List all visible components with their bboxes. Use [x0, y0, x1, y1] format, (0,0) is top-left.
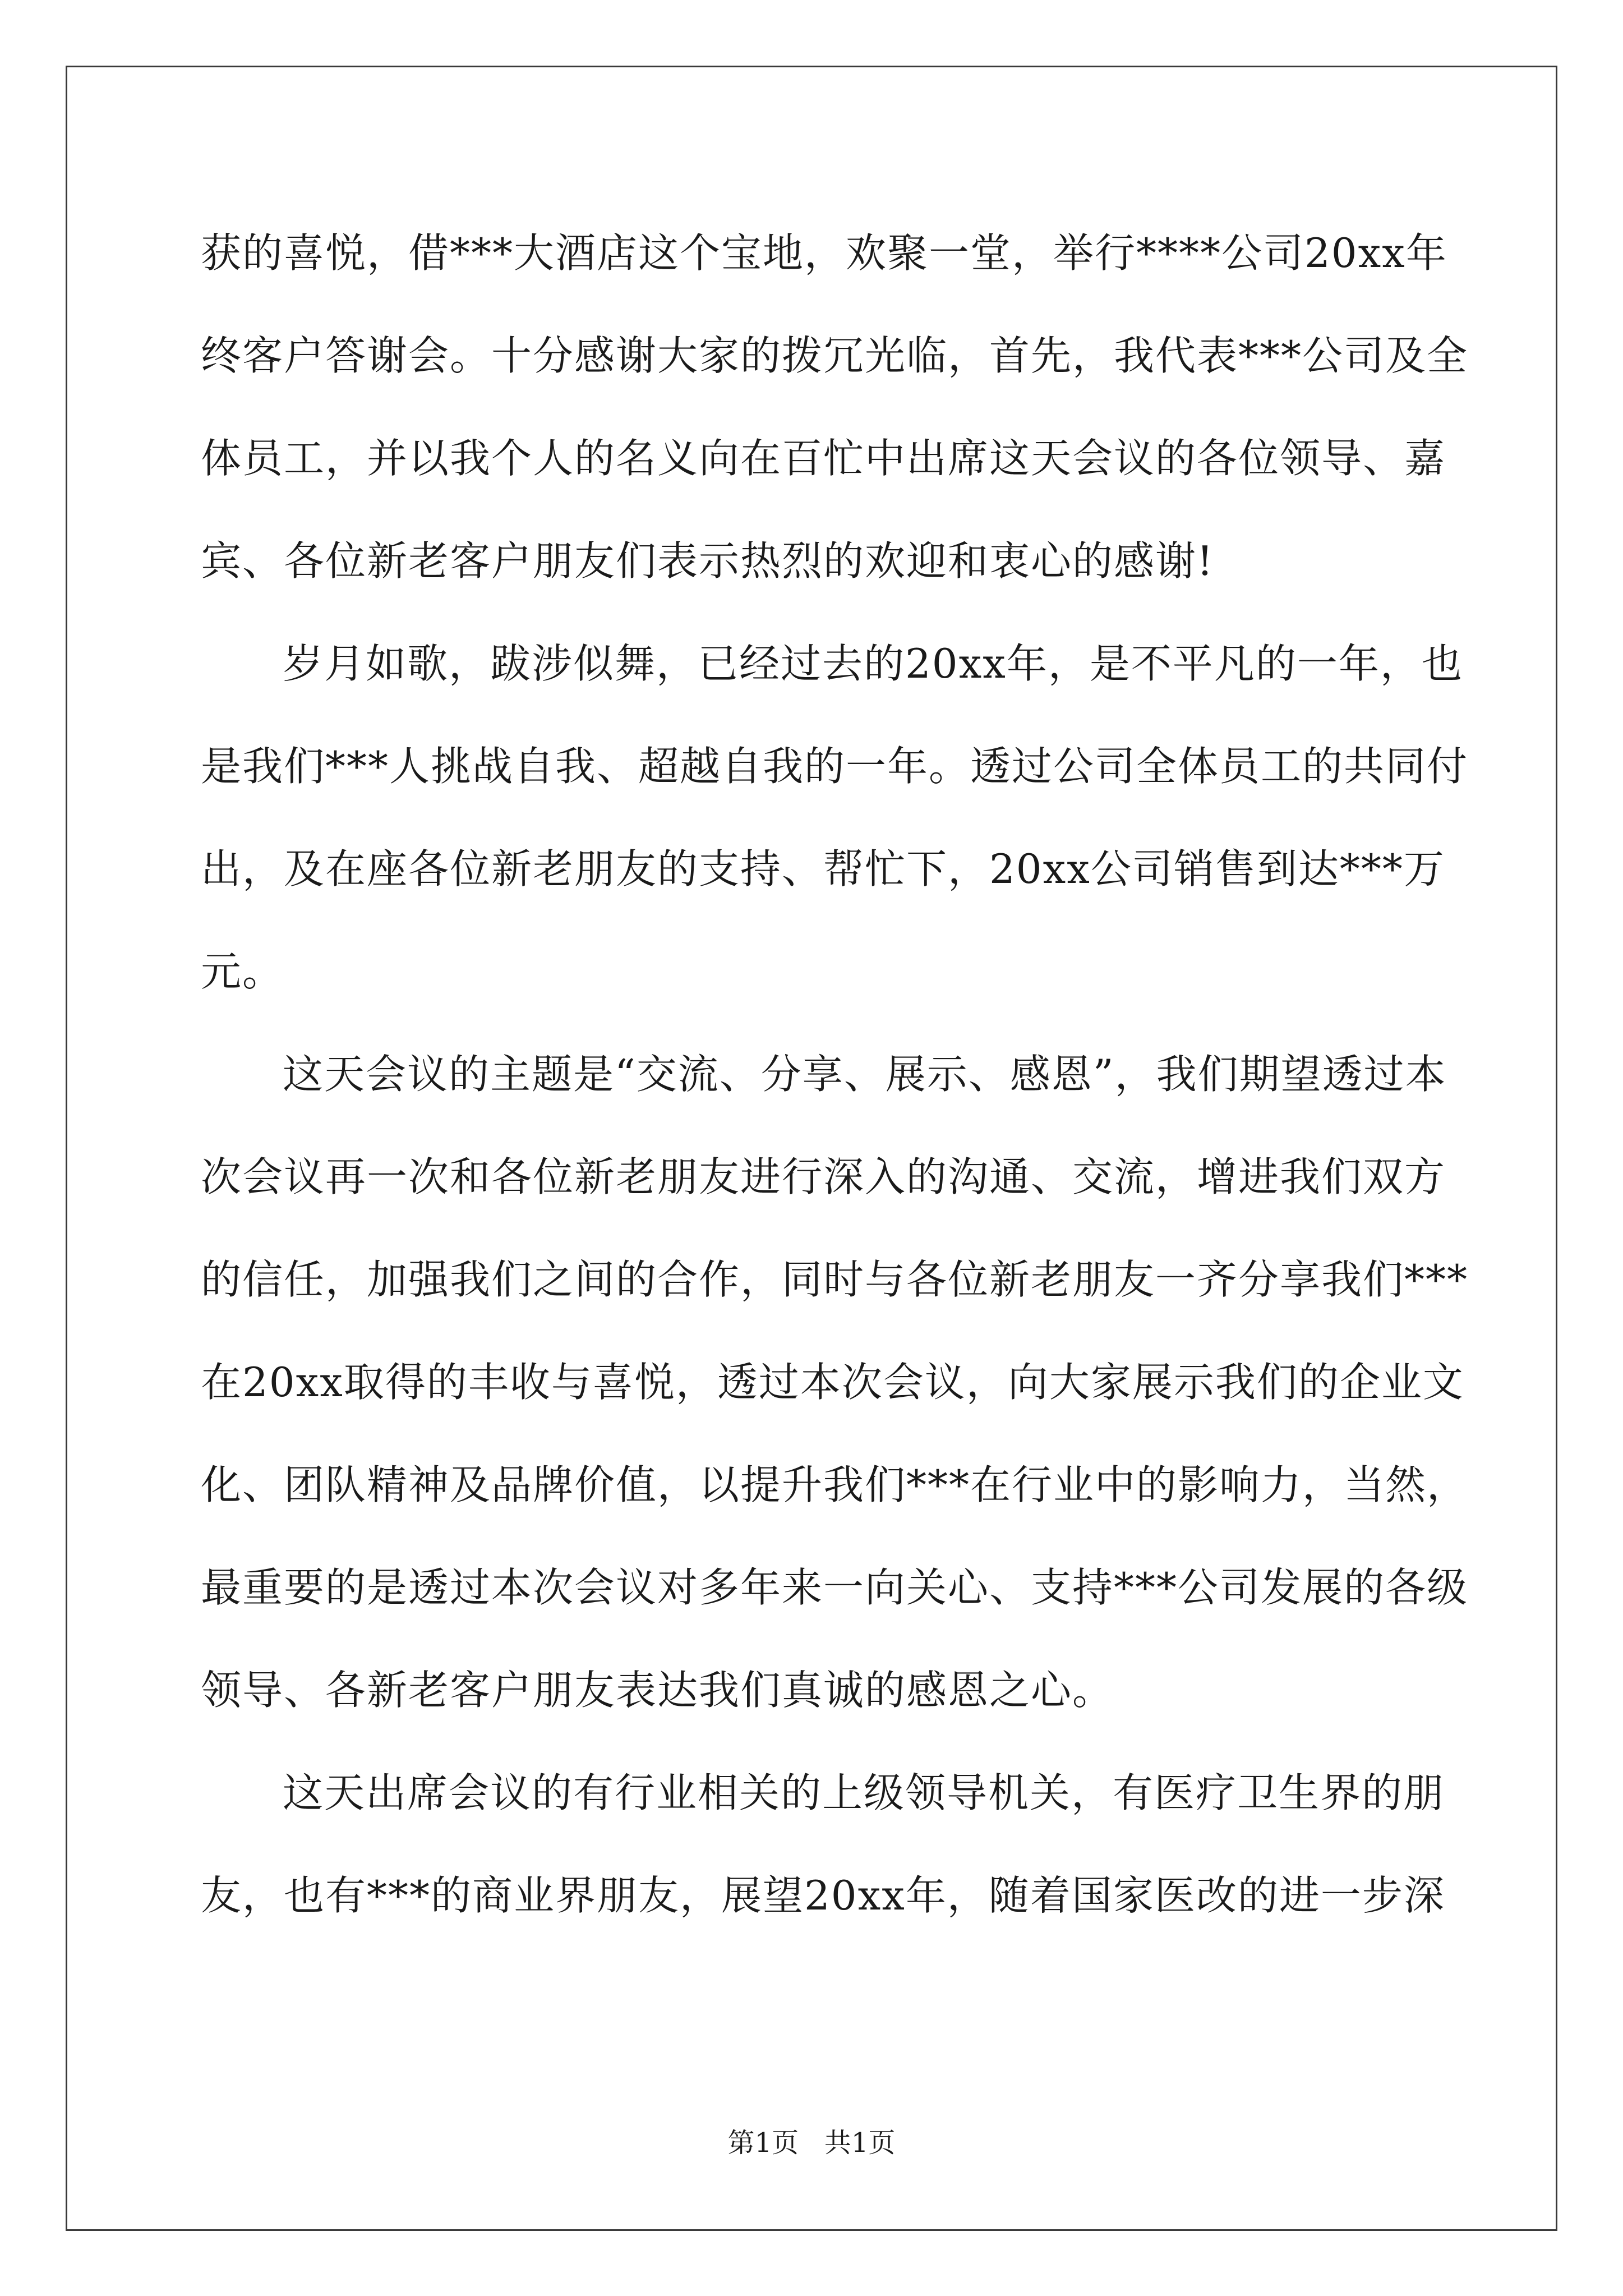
text-line: 这天出席会议的有行业相关的上级领导机关，有医疗卫生界的朋 [283, 1769, 1445, 1816]
text-line: 宾、各位新老客户朋友们表示热烈的欢迎和衷心的感谢! [201, 537, 1214, 585]
text-line: 化、团队精神及品牌价值，以提升我们***在行业中的影响力，当然， [201, 1461, 1469, 1508]
text-line: 最重要的是透过本次会议对多年来一向关心、支持***公司发展的各级 [201, 1564, 1469, 1611]
text-line: 这天会议的主题是“交流、分享、展示、感恩”，我们期望透过本 [283, 1051, 1447, 1098]
text-line: 出，及在座各位新老朋友的支持、帮忙下，20xx公司销售到达***万 [201, 845, 1445, 892]
text-line: 是我们***人挑战自我、超越自我的一年。透过公司全体员工的共同付 [201, 743, 1469, 790]
paragraph-3 [201, 1023, 1469, 1742]
text-line: 岁月如歌，跋涉似舞，已经过去的20xx年，是不平凡的一年，也 [283, 640, 1463, 687]
text-line: 次会议再一次和各位新老朋友进行深入的沟通、交流，增进我们双方 [201, 1153, 1446, 1200]
text-line: 终客户答谢会。十分感谢大家的拨冗光临，首先，我代表***公司及全 [201, 332, 1469, 379]
text-line: 友，也有***的商业界朋友，展望20xx年，随着国家医改的进一步深 [201, 1872, 1445, 1919]
text-line: 获的喜悦，借***大酒店这个宝地，欢聚一堂，举行****公司20xx年 [201, 229, 1447, 277]
text-line: 体员工，并以我个人的名义向在百忙中出席这天会议的各位领导、嘉 [201, 435, 1446, 482]
text-line: 领导、各新老客户朋友表达我们真诚的感恩之心。 [201, 1667, 1114, 1714]
page-footer: 第1页 共1页 [727, 2127, 896, 2159]
paragraph-2 [201, 613, 1469, 1023]
text-line: 的信任，加强我们之间的合作，同时与各位新老朋友一齐分享我们*** [201, 1256, 1469, 1303]
paragraph-1 [201, 202, 1469, 613]
text-line: 元。 [201, 948, 284, 995]
document-body [201, 202, 1469, 1947]
text-line: 在20xx取得的丰收与喜悦，透过本次会议，向大家展示我们的企业文 [201, 1359, 1464, 1406]
paragraph-4 [201, 1742, 1445, 1947]
